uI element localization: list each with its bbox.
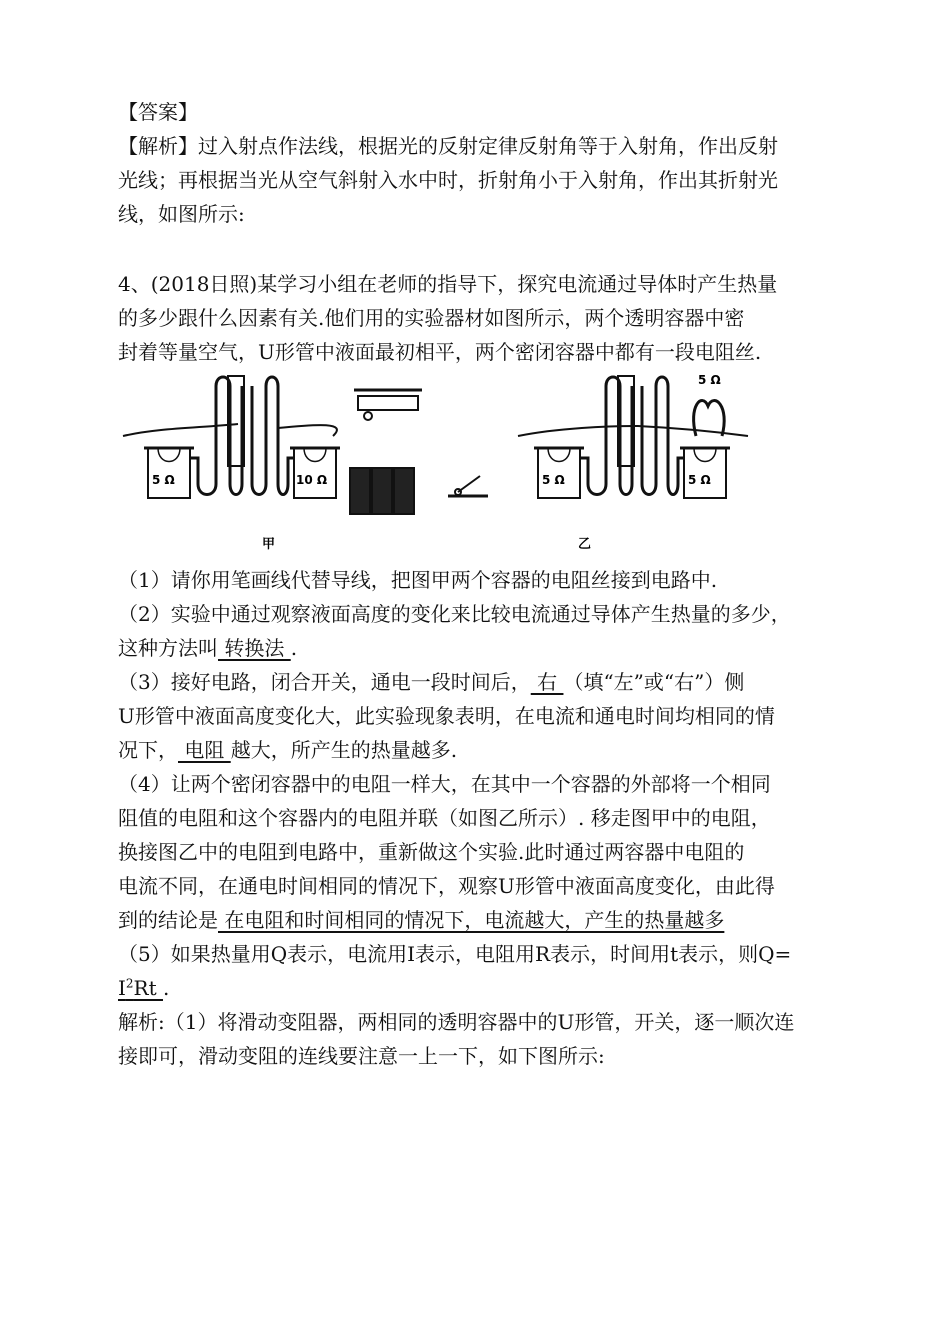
analysis-line: 光线；再根据当光从空气斜射入水中时，折射角小于入射角，作出其折射光 [118,168,778,192]
formula-exponent: 2 [125,976,134,991]
formula-base: I [118,976,126,1000]
text: . [290,636,298,660]
analysis-line: 【解析】过入射点作法线，根据光的反射定律反射角等于入射角，作出反射 [118,134,778,158]
text: （填“左”或“右”）侧 [563,670,745,694]
rheostat [354,390,422,420]
wire [123,424,238,436]
part-2-line [118,634,297,662]
label-5ohm: 5 Ω [688,473,711,487]
u-tube-left [190,377,242,495]
part-1: （1）请你用笔画线代替导线，把图甲两个容器的电阻丝接到电路中. [118,568,718,592]
part-4-line: （4）让两个密闭容器中的电阻一样大，在其中一个容器的外部将一个相同 [118,772,771,796]
part-2-line: （2）实验中通过观察液面高度的变化来比较电流通过导体产生热量的多少， [118,602,791,626]
text: 越大，所产生的热量越多. [230,738,458,762]
answer-blank: 右 [530,670,564,694]
text: . [163,976,170,1000]
part-5-line: （5）如果热量用Q表示，电流用I表示，电阻用R表示，时间用t表示，则Q= [118,942,792,966]
figure-label-jia: 甲 [262,537,276,552]
formula-rest: Rt [133,976,163,1000]
experiment-figure [118,366,758,556]
question-4-line: 的多少跟什么因素有关.他们用的实验器材如图所示，两个透明容器中密 [118,306,745,330]
label-5ohm: 5 Ω [152,473,175,487]
question-4-line: 封着等量空气，U形管中液面最初相平，两个密闭容器中都有一段电阻丝. [118,340,762,364]
battery [350,468,414,514]
text: 这种方法叫 [118,636,218,660]
experiment-figure-svg [118,366,758,556]
solution-line: 解析:（1）将滑动变阻器，两相同的透明容器中的U形管，开关，逐一顺次连 [118,1010,795,1034]
part-4-line: 电流不同，在通电时间相同的情况下，观察U形管中液面高度变化，由此得 [118,874,775,898]
answer-heading: 【答案】 [118,100,198,124]
wire [278,425,337,436]
text: （3）接好电路，闭合开关，通电一段时间后， [118,670,531,694]
u-tube-left-2 [252,377,294,495]
analysis-line: 线，如图所示: [118,202,245,226]
text: 到的结论是 [118,908,218,932]
answer-blank [118,976,163,1000]
answer-blank: 电阻 [178,738,231,762]
u-tube-right-2 [642,377,684,495]
answer-blank: 转换法 [218,636,291,660]
part-4-line: 阻值的电阻和这个容器内的电阻并联（如图乙所示）. 移走图甲中的电阻， [118,806,771,830]
switch [448,476,488,496]
question-4-line: 4、(2018日照)某学习小组在老师的指导下，探究电流通过导体时产生热量 [118,272,778,296]
label-external-5ohm: 5 Ω [698,373,721,387]
part-3-line: U形管中液面高度变化大，此实验现象表明，在电流和通电时间均相同的情 [118,704,775,728]
part-4-line: 换接图乙中的电阻到电路中，重新做这个实验.此时通过两容器中电阻的 [118,840,745,864]
solution-line: 接即可，滑动变阻的连线要注意一上一下，如下图所示: [118,1044,605,1068]
part-4-line [118,906,724,934]
label-5ohm: 5 Ω [542,473,565,487]
figure-label-yi: 乙 [578,537,592,552]
u-tube-right [580,377,632,495]
part-3-line [118,668,744,696]
part-3-line [118,736,457,764]
answer-blank: 在电阻和时间相同的情况下，电流越大，产生的热量越多 [218,908,725,932]
label-10ohm: 10 Ω [296,473,328,487]
part-5-line [118,974,169,1002]
text: 况下， [118,738,178,762]
